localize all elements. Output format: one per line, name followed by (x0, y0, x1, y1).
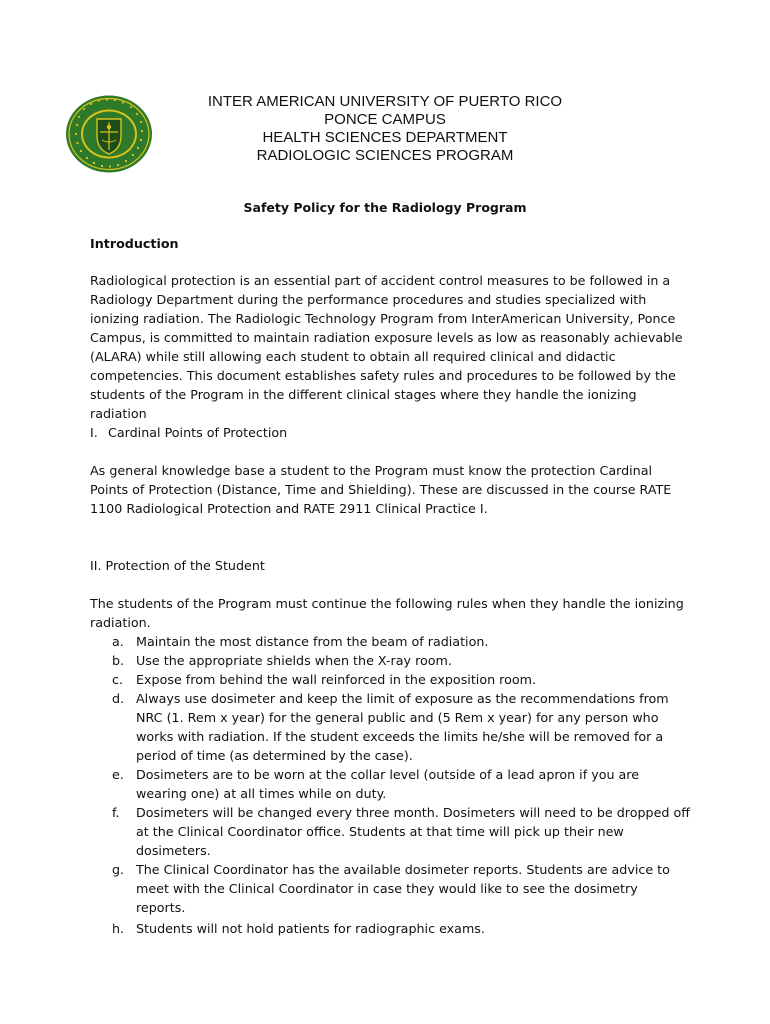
list-marker: g. (112, 862, 125, 877)
list-item-text: Students will not hold patients for radiographic exams. (136, 921, 485, 936)
list-item (90, 689, 690, 765)
list-marker: e. (112, 767, 124, 782)
document-title: Safety Policy for the Radiology Program (243, 200, 527, 215)
list-item-text: Dosimeters will be changed every three month. Dosimeters will need to be dropped off at the Clinical Coordinator office. Students at that time will pick up their new dosimeters. (136, 805, 690, 858)
section-1-title: Cardinal Points of Protection (108, 425, 288, 440)
list-item (90, 765, 690, 803)
header-program: RADIOLOGIC SCIENCES PROGRAM (256, 147, 514, 164)
university-seal-icon (64, 94, 154, 174)
section-2-heading: II. Protection of the Student (90, 558, 265, 573)
list-marker: c. (112, 672, 124, 687)
section-1-heading (90, 423, 690, 442)
list-item-text: Always use dosimeter and keep the limit of exposure as the recommendations from NRC (1. Rem x year) for the general public and (5 Rem x year) for any person who works with radiation. If the student exceeds the limits he/she will be removed for a period of time (as determined by the case). (136, 691, 669, 763)
list-marker: h. (112, 921, 125, 936)
header-department: HEALTH SCIENCES DEPARTMENT (262, 129, 508, 146)
list-item-text: Use the appropriate shields when the X-ray room. (136, 653, 452, 668)
header-university: INTER AMERICAN UNIVERSITY OF PUERTO RICO (207, 93, 563, 110)
introduction-heading: Introduction (90, 236, 179, 251)
list-item (90, 651, 690, 670)
list-item (90, 860, 690, 917)
student-rules-list (90, 632, 690, 938)
list-marker: f. (112, 805, 120, 820)
section-2-paragraph: The students of the Program must continue the following rules when they handle the ionizing radiation. (90, 596, 684, 630)
list-item-text: The Clinical Coordinator has the available dosimeter reports. Students are advice to meet with the Clinical Coordinator in case they would like to see the dosimetry reports. (136, 862, 670, 915)
list-item (90, 803, 690, 860)
section-1-paragraph: As general knowledge base a student to the Program must know the protection Cardinal Points of Protection (Distance, Time and Shielding). These are discussed in the course RATE 1100 Radiological Protection and RATE 2911 Clinical Practice I. (90, 463, 672, 516)
list-item (90, 670, 690, 689)
header-campus: PONCE CAMPUS (324, 111, 446, 128)
list-item (90, 632, 690, 651)
list-item-text: Dosimeters are to be worn at the collar level (outside of a lead apron if you are wearing one) at all times while on duty. (136, 767, 640, 801)
list-marker: a. (112, 634, 124, 649)
introduction-paragraph: Radiological protection is an essential part of accident control measures to be followed in a Radiology Department during the performance procedures and studies specialized with ionizing radiation. The Radiologic Technology Program from InterAmerican University, Ponce Campus, is committed to maintain radiation exposure levels as low as reasonably achievable (ALARA) while still allowing each student to obtain all required clinical and didactic competencies. This document establishes safety rules and procedures to be followed by the students of the Program in the different clinical stages where they handle the ionizing radiation (90, 273, 683, 421)
section-1-number: I. (90, 425, 98, 440)
list-item (90, 919, 690, 938)
institution-header (150, 93, 620, 165)
list-item-text: Maintain the most distance from the beam of radiation. (136, 634, 489, 649)
list-marker: b. (112, 653, 125, 668)
list-marker: d. (112, 691, 125, 706)
list-item-text: Expose from behind the wall reinforced in the exposition room. (136, 672, 537, 687)
